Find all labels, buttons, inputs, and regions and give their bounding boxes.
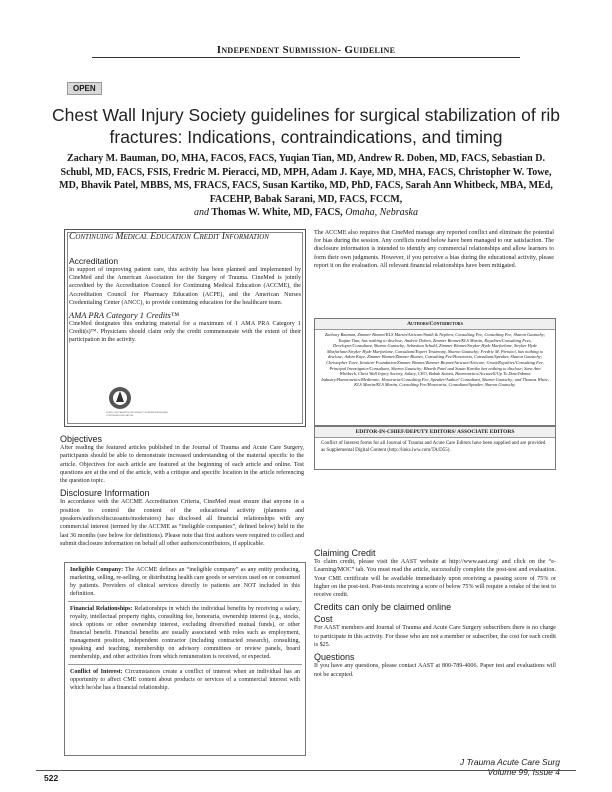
- logo-caption: JOINTLY ACCREDITED PROVIDER™ INTERPROFESSIONAL CONTINUING EDUCATION: [106, 412, 168, 417]
- journal-volume: Volume 99, Issue 4: [487, 767, 560, 777]
- disclosure-text: In accordance with the ACCME Accreditation Criteria, CineMed must ensure that anyone in a position to control the content of the educational activity (planners and speakers/authors/discussants/moderators) has disclosed all financial relationships with any commercial interest (termed by the ACCME as “ineligible companies”, defined below) held in the last 36 months (see below for definitions). Please note that first authors were required to collect and submit disclosure information on behalf all other authors/contributors, if applicable.: [60, 499, 304, 547]
- conflict-definition: [65, 665, 305, 695]
- questions-heading: Questions: [314, 652, 355, 663]
- authors-contributors-box: [314, 318, 556, 426]
- financial-text: Relationships in which the individual benefits by receiving a salary, royalty, intellectual property rights, consulting fee, honoraria, ownership interest (e.g., stocks, stock options or other ownership interest, excluding diversified mutual funds), or other financial benefit. Financial benefits are usually associated with roles such as employment, management position, independent contractor (including contracted research), consulting, speaking and teaching, membership on advisory committees or review panels, board membership, and other activities from which remuneration is received, or expected.: [70, 606, 301, 660]
- financial-label: Financial Relationships:: [70, 606, 133, 612]
- open-access-badge: OPEN: [67, 82, 102, 95]
- disclosure-heading: Disclosure Information: [60, 488, 150, 499]
- author-list: [58, 152, 554, 220]
- authors-main: Zachary M. Bauman, DO, MHA, FACOS, FACS, Yuqian Tian, MD, Andrew R. Doben, MD, FACS, Sebastian D. Schubl, MD, FACS, FSIS, Fredric M. Pieracci, MD, MPH, Adam J. Kaye, MD, MHA, FACS, Christopher W. Towe, MD, Bhavik Patel, MBBS, MS, FRACS, FACS, Susan Kartiko, MD, PhD, FACS, Sarah Ann Whitbeck, MBA, MEd, FACEHP, Babak Sarani, MD, FACS, FCCM,: [59, 153, 553, 205]
- accreditation-text: In support of improving patient care, this activity has been planned and implemented by CineMed and the American Association for the Surgery of Trauma. CineMed is jointly accredited by the Accreditation Council for Continuing Medical Education (ACCME), the Accreditation Council for Pharmacy Education (ACPE), and the American Nurses Credentialing Center (ANCC), to provide continuing education for the healthcare team.: [69, 267, 301, 306]
- running-head: Independent Submission- Guideline: [216, 44, 396, 56]
- ama-text: CineMed designates this enduring material for a maximum of 1 AMA PRA Category 1 Credit(s)™. Physicians should claim only the credit commensurate with the extent of their participation in the activity.: [69, 321, 301, 344]
- authors-last: Thomas W. White, MD, FACS,: [211, 207, 343, 218]
- ama-heading: AMA PRA Category 1 Credits™: [69, 310, 180, 321]
- ineligible-text: The ACCME defines an “ineligible company” as any entity producing, marketing, selling, re-selling, or distributing health care goods or services used on or consumed by patients. Providers of clinical services directly to patients are NOT included in this definition.: [70, 567, 300, 597]
- claiming-heading: Claiming Credit: [314, 548, 376, 558]
- cost-text: For AAST members and Journal of Trauma and Acute Care Surgery subscribers there is no charge to participate in this activity. For those who are not a member or subscriber, the cost for each credit is $25.: [314, 625, 556, 649]
- editors-box-text: Conflict of Interest forms for all Journal of Trauma and Acute Care Editors have been supplied and are provided as Supplemental Digital Content (http://links.lww.com/TA/D55).: [321, 441, 546, 453]
- authors-and: and: [194, 207, 210, 218]
- journal-citation: [430, 757, 560, 777]
- author-location: Omaha, Nebraska: [345, 207, 418, 218]
- authors-box-heading: Authors/Contributors: [315, 319, 555, 330]
- questions-text: If you have any questions, please contact AAST at 800-789-4006. Paper test and evaluations will not be accepted.: [314, 663, 556, 678]
- editors-box: [314, 426, 556, 470]
- cme-box-title: Continuing Medical Education Credit Information: [69, 232, 269, 242]
- page-number: 522: [44, 773, 59, 783]
- ineligible-label: Ineligible Company:: [70, 567, 124, 573]
- online-heading: Credits can only be claimed online: [314, 602, 452, 613]
- authors-box-text: Zachary Bauman, Zimmer Biomet/KLS Martin/Atricure/Smith & Nephew, Consulting Fee, Consulting Fee, Sharon Gautschy; Yuqian Tian, has nothing to disclose; Andrew Doben, Zimmer Biomet/KLS Martin, Royalties/Consulting Fees, Developer/Consultant, Sharon Gautschy; Sebastian Schubl, Zimmer Biomet/Stryker Hyde Marfarlane, Stryker Hyde Marfarlane/Stryker Hyde Marfarlane, Consultant/Expert Testimony, Sharon Gautschy; Fredric M. Pieracci, has nothing to disclose; Adam Kaye, Zimmer Biomet/Zimmer Biomet, Consulting Fee/Honoraria, Consultant/Speaker, Sharon Gautschy; Christopher Towe, Intuitive Foundation/Zimmer Biomet/Zimmer Biomet/Atricure/Atricure, Grant/Royalties/Consulting Fee, Principal Investigator/Consultant, Sharon Gautschy; Bhavik Patel and Susan Kartiko has nothing to disclose; Sara Ann Whitbeck, Chest Wall Injury Society, Salary, CEO, Babak Sarani, Haemonetics/Accuwell/Up To Date/Inbmot Industry/Haemonetics/Medtronic, Honoraria/Consulting Fee, Speaker/Author/ Consultant, Sharon Gautschy; and Thomas White, KLS Martin/KLS Martin, Consulting Fee/Honoraria, Consultant/Speaker, Sharon Gautschy.: [321, 332, 549, 388]
- article-title: Chest Wall Injury Society guidelines for surgical stabilization of rib fractures: Indications, contraindications, and timing: [51, 105, 561, 147]
- cme-accreditation: [69, 256, 301, 345]
- joint-accreditation-logo: [106, 382, 176, 422]
- objectives-heading: Objectives: [60, 434, 103, 444]
- accme-intro-text: The ACCME also requires that CineMed manage any reported conflict and eliminate the potential for bias during the session. Any conflicts noted below have been managed to our satisfaction. The disclosure information is intended to identify any commercial relationships and allow learners to form their own judgments. However, if you perceive a bias during the educational activity, please report it on the evaluation. All relevant financial relationships have been mitigated.: [314, 230, 554, 269]
- journal-name: J Trauma Acute Care Surg: [459, 757, 560, 767]
- left-column-body: [60, 434, 304, 548]
- header-rule: [92, 57, 520, 58]
- objectives-text: After reading the featured articles published in the Journal of Trauma and Acute Care Surgery, participants should be able to demonstrate increased understanding of the material specific to the article. Objectives for each article are featured at the beginning of each article and online. Test questions are at the end of the article, with a critique and specific location in the article referencing the question topic.: [60, 445, 304, 485]
- footer-rule: [36, 770, 576, 771]
- financial-definition: [65, 602, 305, 664]
- claiming-text: To claim credit, please visit the AAST website at http://www.aast.org/ and click on the “e-Learning/MOC” tab. You must read the article, successfully complete the post-test and evaluation. Your CME certificate will be available immediately upon receiving a passing score of 75% or higher on the post-test. Post-tests receiving a score of below 75% will require a retake of the test to receive credit.: [314, 559, 556, 599]
- editors-box-heading: EDITOR-IN-CHIEF/DEPUTY EDITORS/ ASSOCIATE EDITORS: [315, 427, 555, 438]
- conflict-label: Conflict of Interest:: [70, 669, 123, 675]
- accreditation-heading: Accreditation: [69, 256, 119, 266]
- right-column-body: [314, 548, 556, 679]
- cost-heading: Cost: [314, 614, 333, 625]
- definitions-box: [64, 562, 306, 756]
- conflict-text: Circumstances create a conflict of interest when an individual has an opportunity to affect CME content about products or services of a commercial interest with which he/she has a financial relationship.: [70, 669, 300, 691]
- ineligible-definition: [65, 563, 305, 601]
